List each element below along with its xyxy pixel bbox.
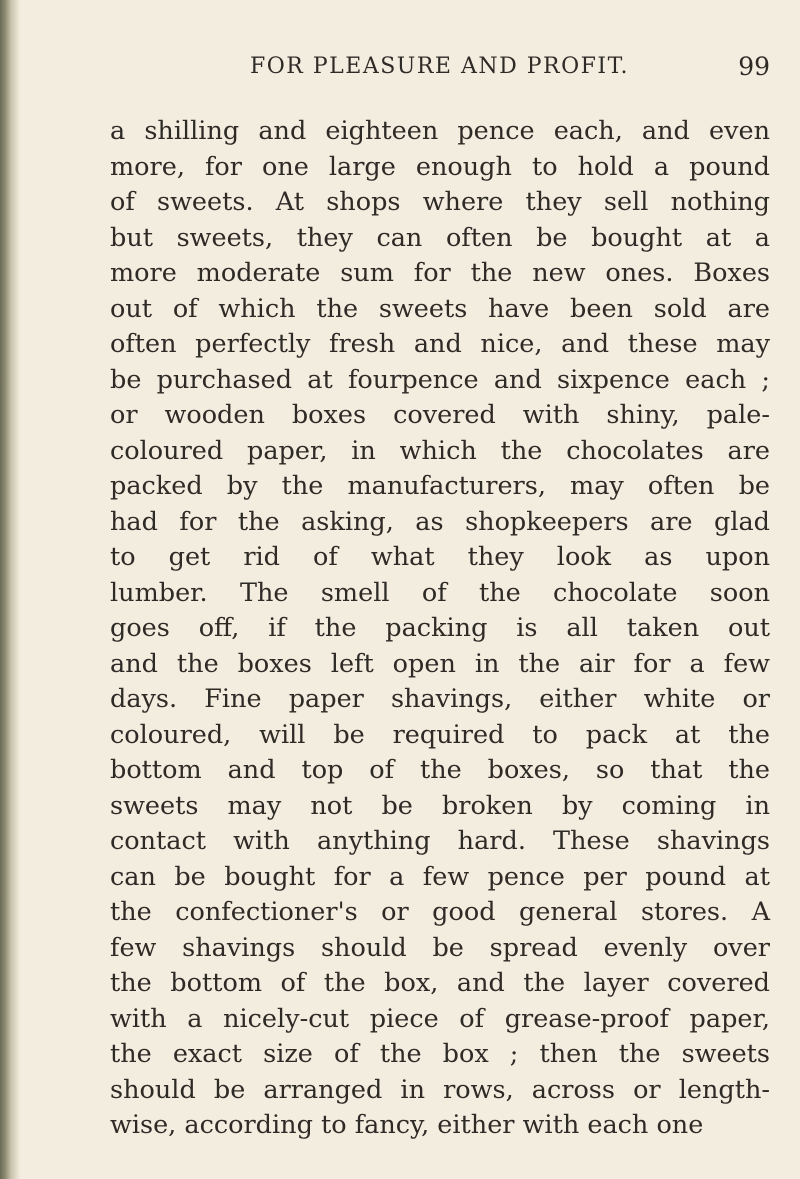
text-line: wise, according to fancy, either with each one: [110, 1110, 704, 1140]
text-line: a shilling and eighteen pence each, and even: [110, 116, 770, 146]
text-line: should be arranged in rows, across or length-: [110, 1074, 770, 1105]
text-line: coloured, will be required to pack at the: [110, 719, 770, 750]
text-line: or wooden boxes covered with shiny, pale-: [110, 400, 770, 430]
text-line: and the boxes left open in the air for a few: [110, 648, 770, 679]
running-head: FOR PLEASURE AND PROFIT.: [250, 54, 630, 79]
text-line: can be bought for a few pence per pound at: [110, 861, 770, 892]
text-line: coloured paper, in which the chocolates are: [110, 435, 770, 466]
text-line: the exact size of the box ; then the sweets: [110, 1039, 770, 1069]
text-line: to get rid of what they look as upon: [110, 542, 770, 572]
text-line: with a nicely-cut piece of grease-proof paper,: [110, 1003, 770, 1034]
text-line: of sweets. At shops where they sell nothing: [110, 187, 770, 217]
body-text: [110, 114, 770, 1144]
text-line: contact with anything hard. These shavings: [110, 826, 770, 856]
text-line: be purchased at fourpence and sixpence each ;: [110, 364, 770, 395]
text-line: out of which the sweets have been sold are: [110, 293, 770, 324]
page-header: [110, 48, 770, 88]
text-line: the confectioner's or good general stores. A: [110, 897, 770, 927]
text-line: had for the asking, as shopkeepers are glad: [110, 506, 770, 537]
text-line: days. Fine paper shavings, either white or: [110, 684, 770, 714]
text-line: goes off, if the packing is all taken out: [110, 613, 770, 643]
page-number: 99: [738, 52, 770, 81]
text-line: bottom and top of the boxes, so that the: [110, 755, 770, 785]
text-line: few shavings should be spread evenly over: [110, 932, 770, 963]
text-line: sweets may not be broken by coming in: [110, 790, 770, 821]
text-line: lumber. The smell of the chocolate soon: [110, 577, 770, 608]
binding-gutter: [0, 0, 20, 1179]
text-line: but sweets, they can often be bought at a: [110, 222, 770, 253]
text-line: more moderate sum for the new ones. Boxes: [110, 258, 770, 288]
text-line: often perfectly fresh and nice, and these may: [110, 329, 770, 359]
text-line: the bottom of the box, and the layer covered: [110, 968, 770, 998]
text-line: packed by the manufacturers, may often be: [110, 471, 770, 501]
text-line: more, for one large enough to hold a pound: [110, 151, 770, 182]
